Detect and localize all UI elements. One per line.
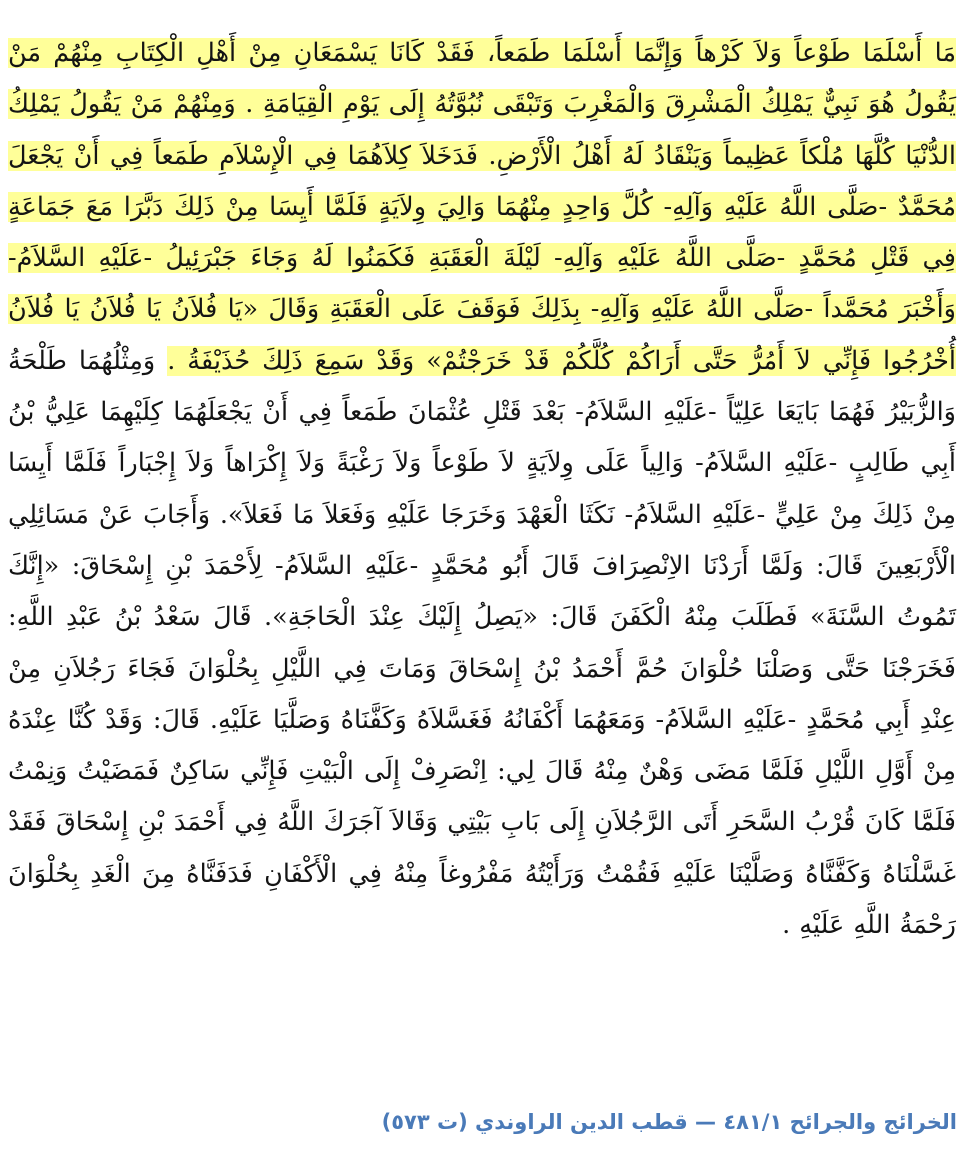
document-page [8, 28, 956, 951]
highlighted-passage[interactable]: مَا أَسْلَمَا طَوْعاً وَلاَ كَرْهاً وَإِنَّمَا أَسْلَمَا طَمَعاً، فَقَدْ كَانَا يَسْمَعَانِ مِنْ أَهْلِ الْكِتَابِ مِنْهُمْ مَنْ يَقُولُ هُوَ نَبِيٌّ يَمْلِكُ الْمَشْرِقَ وَالْمَغْرِبَ وَتَبْقَى نُبُوَّتُهُ إِلَى يَوْمِ الْقِيَامَةِ . وَمِنْهُمْ مَنْ يَقُولُ يَمْلِكُ الدُّنْيَا كُلَّهَا مُلْكاً عَظِيماً وَيَنْقَادُ لَهُ أَهْلُ الْأَرْضِ. فَدَخَلاَ كِلاَهُمَا فِي الْإِسْلاَمِ طَمَعاً فِي أَنْ يَجْعَلَ مُحَمَّدٌ -صَلَّى اللَّهُ عَلَيْهِ وَآلِهِ- كُلَّ وَاحِدٍ مِنْهُمَا وَالِيَ وِلاَيَةٍ فَلَمَّا أَيِسَا مِنْ ذَلِكَ دَبَّرَا مَعَ جَمَاعَةٍ فِي قَتْلِ مُحَمَّدٍ -صَلَّى اللَّهُ عَلَيْهِ وَآلِهِ- لَيْلَةَ الْعَقَبَةِ فَكَمَنُوا لَهُ وَجَاءَ جَبْرَئِيلُ -عَلَيْهِ السَّلاَمُ- وَأَخْبَرَ مُحَمَّداً -صَلَّى اللَّهُ عَلَيْهِ وَآلِهِ- بِذَلِكَ فَوَقَفَ عَلَى الْعَقَبَةِ وَقَالَ «يَا فُلاَنُ يَا فُلاَنُ يَا فُلاَنُ أُخْرُجُوا فَإِنِّي لاَ أَمُرُّ حَتَّى أَرَاكُمْ كُلَّكُمْ قَدْ خَرَجْتُمْ» وَقَدْ سَمِعَ ذَلِكَ حُذَيْفَةُ . [8, 38, 956, 376]
arabic-passage [8, 28, 956, 951]
continuation-passage: وَمِثْلُهُمَا طَلْحَةُ وَالزُّبَيْرُ فَهُمَا بَايَعَا عَلِيّاً -عَلَيْهِ السَّلاَمُ- بَعْدَ قَتْلِ عُثْمَانَ طَمَعاً فِي أَنْ يَجْعَلَهُمَا كِلَيْهِمَا عَلِيُّ بْنُ أَبِي طَالِبٍ -عَلَيْهِ السَّلاَمُ- وَالِياً عَلَى وِلاَيَةٍ لاَ طَوْعاً وَلاَ رَغْبَةً وَلاَ إِكْرَاهاً وَلاَ إِجْبَاراً فَلَمَّا أَيِسَا مِنْ ذَلِكَ مِنْ عَلِيٍّ -عَلَيْهِ السَّلاَمُ- نَكَثَا الْعَهْدَ وَخَرَجَا عَلَيْهِ وَفَعَلاَ مَا فَعَلاَ». وَأَجَابَ عَنْ مَسَائِلِي الْأَرْبَعِينَ قَالَ: وَلَمَّا أَرَدْنَا الاِنْصِرَافَ قَالَ أَبُو مُحَمَّدٍ -عَلَيْهِ السَّلاَمُ- لِأَحْمَدَ بْنِ إِسْحَاقَ: «إِنَّكَ تَمُوتُ السَّنَةَ» فَطَلَبَ مِنْهُ الْكَفَنَ قَالَ: «يَصِلُ إِلَيْكَ عِنْدَ الْحَاجَةِ». قَالَ سَعْدُ بْنُ عَبْدِ اللَّهِ: فَخَرَجْنَا حَتَّى وَصَلْنَا حُلْوَانَ حُمَّ أَحْمَدُ بْنُ إِسْحَاقَ وَمَاتَ فِي اللَّيْلِ بِحُلْوَانَ فَجَاءَ رَجُلاَنِ مِنْ عِنْدِ أَبِي مُحَمَّدٍ -عَلَيْهِ السَّلاَمُ- وَمَعَهُمَا أَكْفَانُهُ فَغَسَّلاَهُ وَكَفَّنَاهُ وَصَلَّيَا عَلَيْهِ. قَالَ: وَقَدْ كُنَّا عِنْدَهُ مِنْ أَوَّلِ اللَّيْلِ فَلَمَّا مَضَى وَهْنٌ مِنْهُ قَالَ لِي: اِنْصَرِفْ إِلَى الْبَيْتِ فَإِنِّي سَاكِنٌ فَمَضَيْتُ وَنِمْتُ فَلَمَّا كَانَ قُرْبُ السَّحَرِ أَتَى الرَّجُلاَنِ إِلَى بَابِ بَيْتِي وَقَالاَ آجَرَكَ اللَّهُ فِي أَحْمَدَ بْنِ إِسْحَاقَ فَقَدْ غَسَّلْنَاهُ وَكَفَّنَّاهُ وَصَلَّيْنَا عَلَيْهِ فَقُمْتُ وَرَأَيْتُهُ مَفْرُوغاً مِنْهُ فِي الْأَكْفَانِ فَدَفَنَّاهُ مِنَ الْغَدِ بِحُلْوَانَ رَحْمَةُ اللَّهِ عَلَيْهِ . [8, 345, 956, 941]
source-citation: الخرائج والجرائح ٤٨١/١ — قطب الدين الراوندي (ت ٥٧٣) [381, 1110, 957, 1134]
